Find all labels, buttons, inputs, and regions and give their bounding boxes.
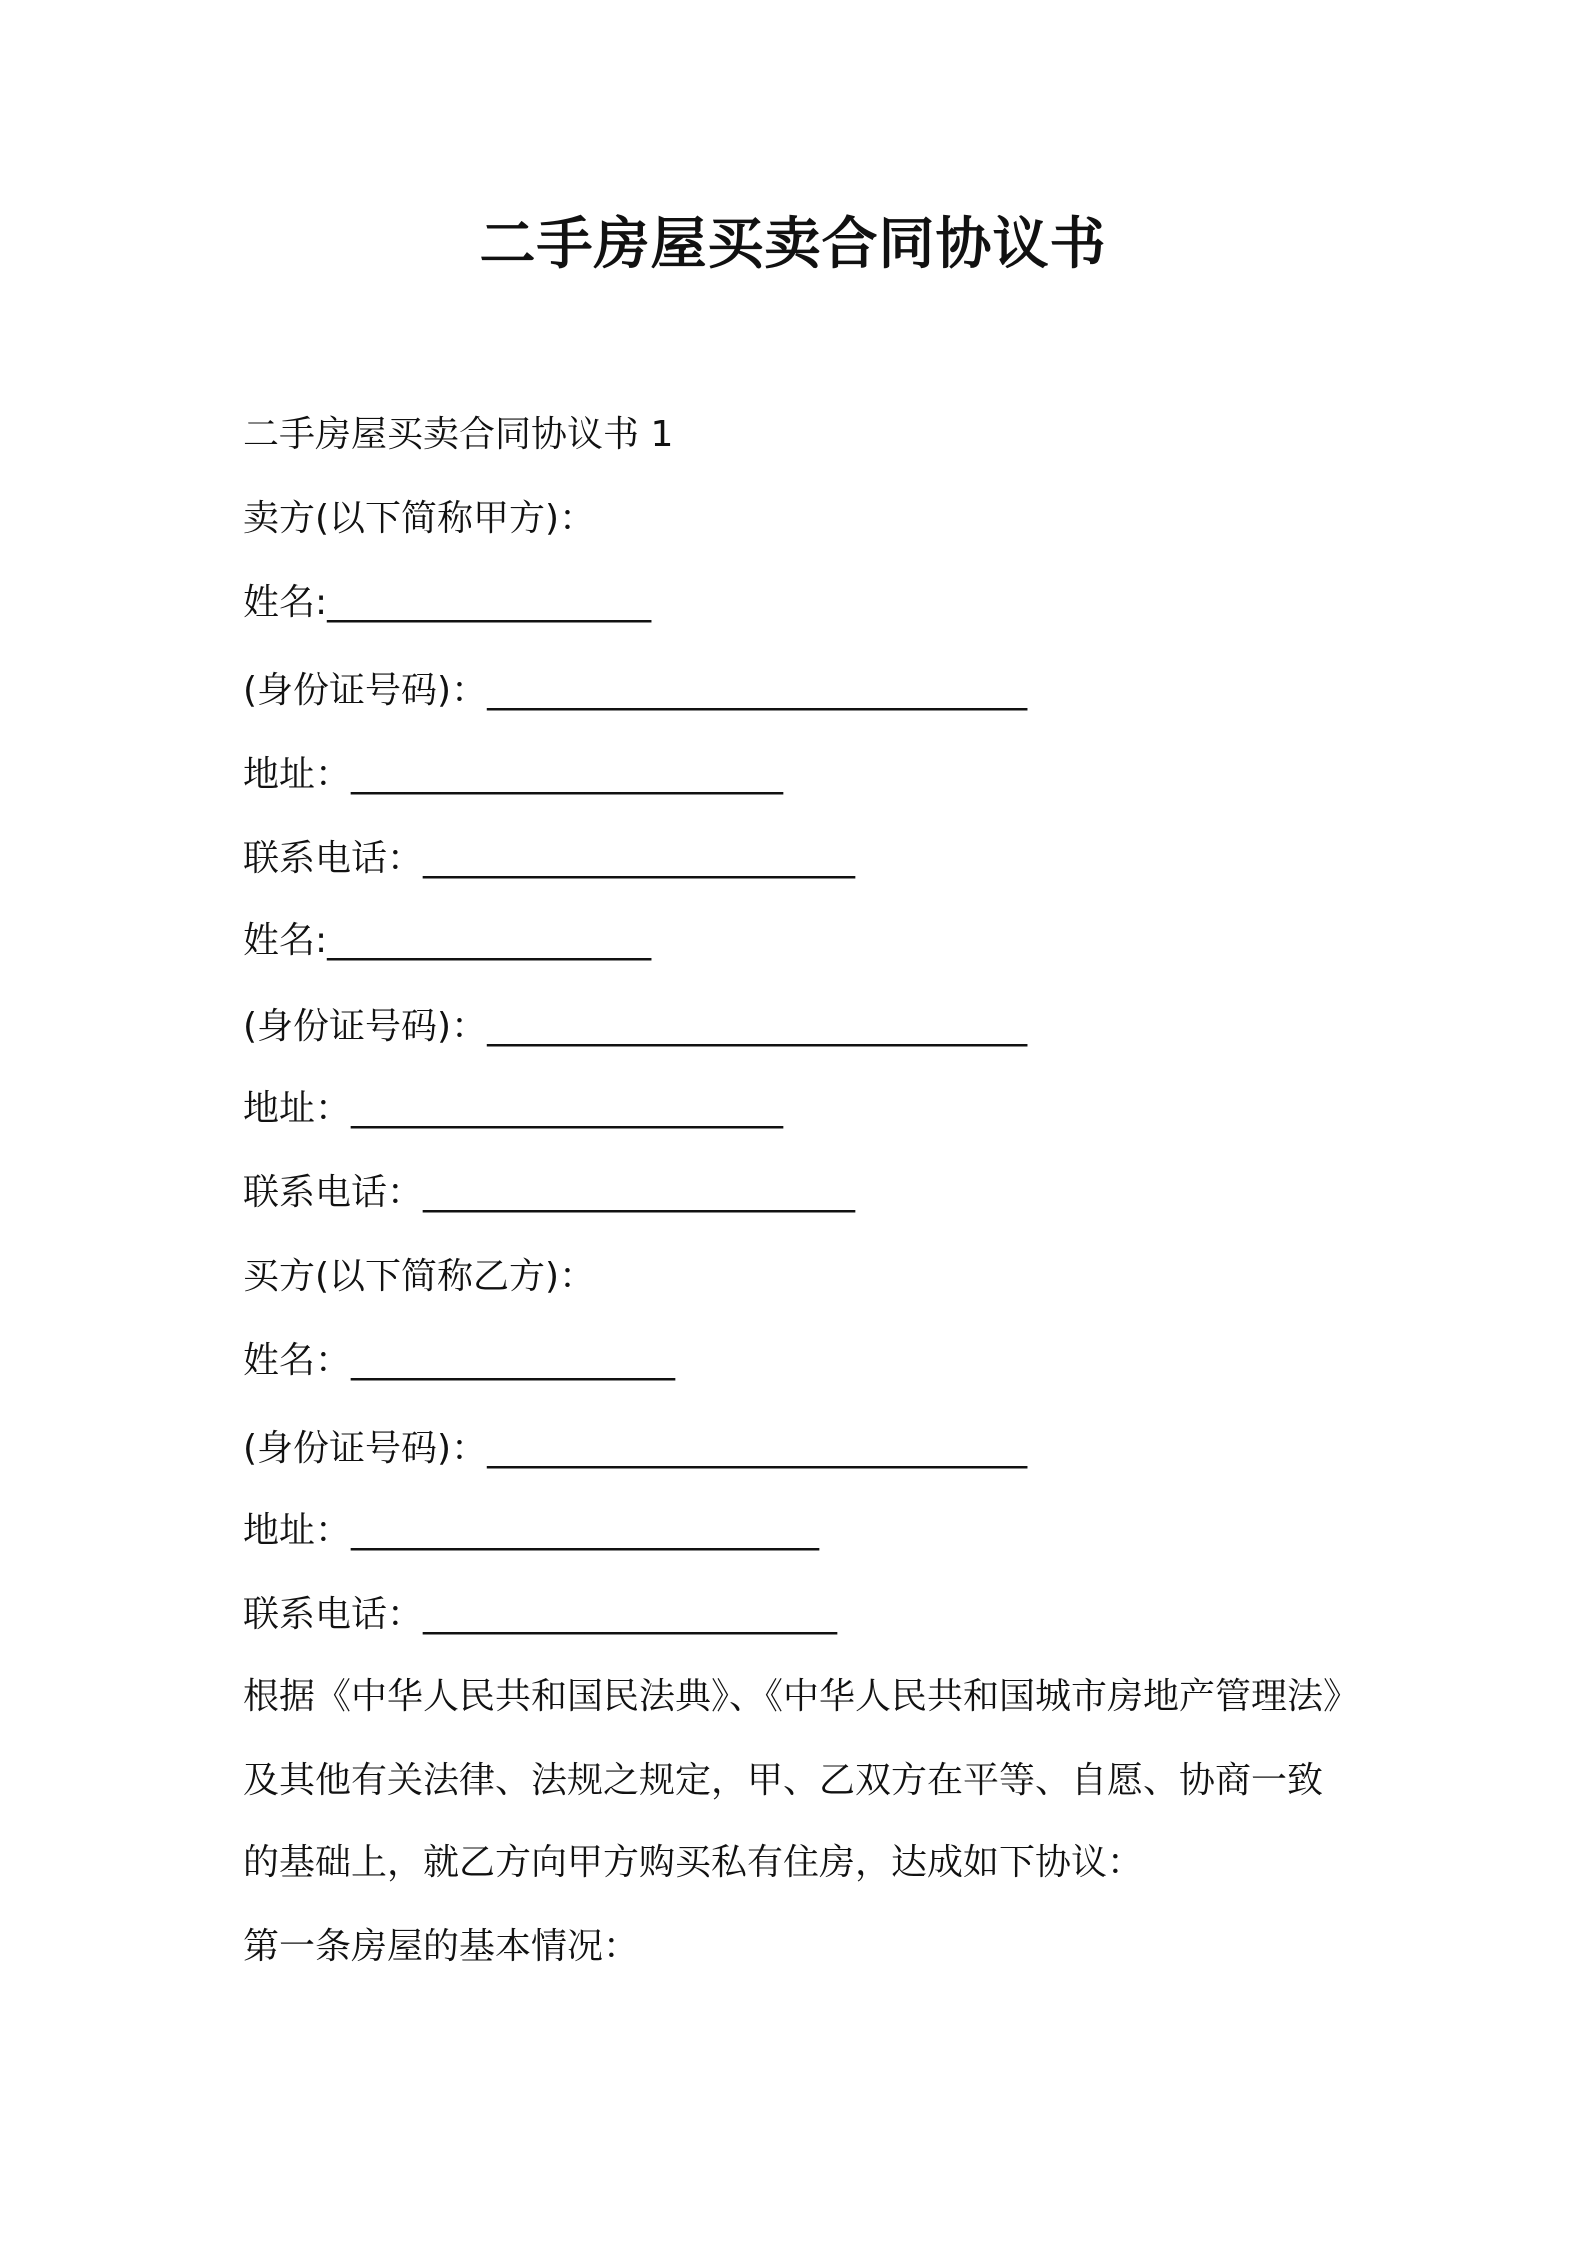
buyer-phone-field: 联系电话：_______________________ (243, 1594, 838, 1635)
seller2-name-field: 姓名:__________________ (243, 920, 652, 961)
document-title: 二手房屋买卖合同协议书 (479, 212, 1107, 277)
buyer-id-field: (身份证号码)：______________________________ (243, 1428, 1028, 1469)
preamble-line-2: 及其他有关法律、法规之规定，甲、乙双方在平等、自愿、协商一致 (243, 1760, 1324, 1801)
seller2-phone-field: 联系电话：________________________ (243, 1172, 856, 1213)
subtitle-line: 二手房屋买卖合同协议书 1 (243, 414, 674, 455)
preamble-line-1: 根据《中华人民共和国民法典》、《中华人民共和国城市房地产管理法》 (243, 1676, 1360, 1717)
seller2-id-field: (身份证号码)：______________________________ (243, 1006, 1028, 1047)
buyer-address-field: 地址：__________________________ (243, 1510, 820, 1551)
seller1-name-field: 姓名:__________________ (243, 582, 652, 623)
seller1-phone-field: 联系电话：________________________ (243, 838, 856, 879)
buyer-heading: 买方(以下简称乙方)： (243, 1256, 596, 1297)
seller-heading: 卖方(以下简称甲方)： (243, 498, 596, 539)
seller1-address-field: 地址：________________________ (243, 754, 784, 795)
buyer-name-field: 姓名：__________________ (243, 1340, 676, 1381)
preamble-line-3: 的基础上，就乙方向甲方购买私有住房，达成如下协议： (243, 1842, 1144, 1883)
article-one-heading: 第一条房屋的基本情况： (243, 1926, 640, 1967)
seller2-address-field: 地址：________________________ (243, 1088, 784, 1129)
seller1-id-field: (身份证号码)：______________________________ (243, 670, 1028, 711)
